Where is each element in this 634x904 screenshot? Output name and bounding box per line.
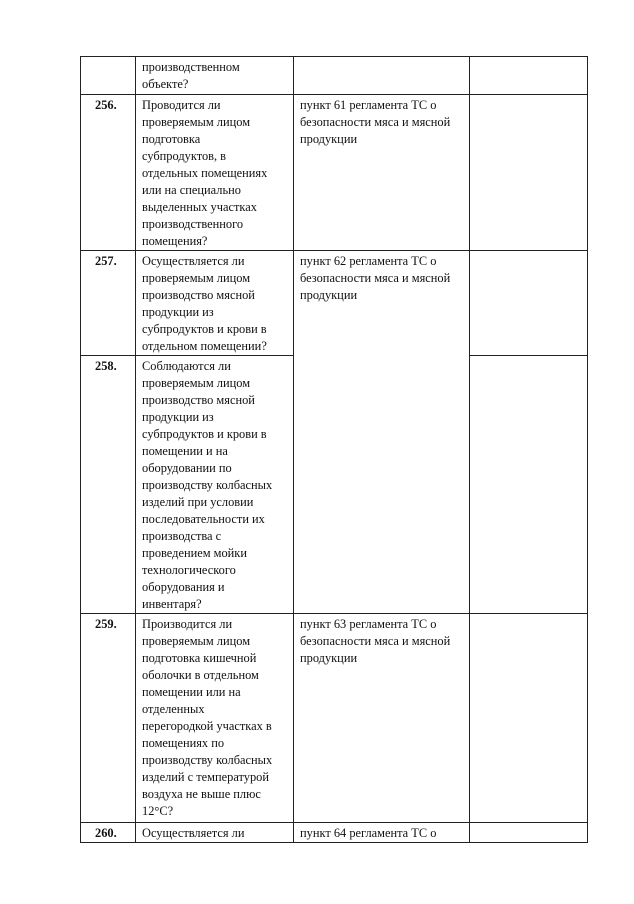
reference-cell: пункт 62 регламента ТС о безопасности мяса и мясной продукции	[294, 251, 470, 614]
table-row	[81, 57, 588, 95]
answer-cell	[470, 57, 588, 95]
answer-cell	[470, 823, 588, 843]
row-number: 259.	[81, 614, 136, 823]
answer-cell	[470, 614, 588, 823]
reference-cell	[294, 57, 470, 95]
reference-cell: пункт 61 регламента ТС о безопасности мяса и мясной продукции	[294, 95, 470, 251]
question-cell: производственном объекте?	[136, 57, 294, 95]
row-number: 258.	[81, 356, 136, 614]
answer-cell	[470, 95, 588, 251]
reference-cell: пункт 63 регламента ТС о безопасности мяса и мясной продукции	[294, 614, 470, 823]
table-row	[81, 823, 588, 843]
row-number: 260.	[81, 823, 136, 843]
row-number: 257.	[81, 251, 136, 356]
row-number: 256.	[81, 95, 136, 251]
question-cell: Соблюдаются ли проверяемым лицом производство мясной продукции из субпродуктов и крови в помещении и на оборудовании по производству колбасных изделий при условии последовательности их производства с проведением мойки технологического оборудования и инвентаря?	[136, 356, 294, 614]
question-cell: Производится ли проверяемым лицом подготовка кишечной оболочки в отдельном помещении или на отделенных перегородкой участках в помещениях по производству колбасных изделий с температурой воздуха не выше плюс 12°С?	[136, 614, 294, 823]
table-row	[81, 614, 588, 823]
answer-cell	[470, 251, 588, 356]
requirements-table	[80, 56, 588, 843]
answer-cell	[470, 356, 588, 614]
table-row	[81, 251, 588, 356]
question-cell: Проводится ли проверяемым лицом подготовка субпродуктов, в отдельных помещениях или на специально выделенных участках производственного помещения?	[136, 95, 294, 251]
question-cell: Осуществляется ли	[136, 823, 294, 843]
question-cell: Осуществляется ли проверяемым лицом производство мясной продукции из субпродуктов и крови в отдельном помещении?	[136, 251, 294, 356]
row-number	[81, 57, 136, 95]
table-row	[81, 95, 588, 251]
reference-cell: пункт 64 регламента ТС о	[294, 823, 470, 843]
